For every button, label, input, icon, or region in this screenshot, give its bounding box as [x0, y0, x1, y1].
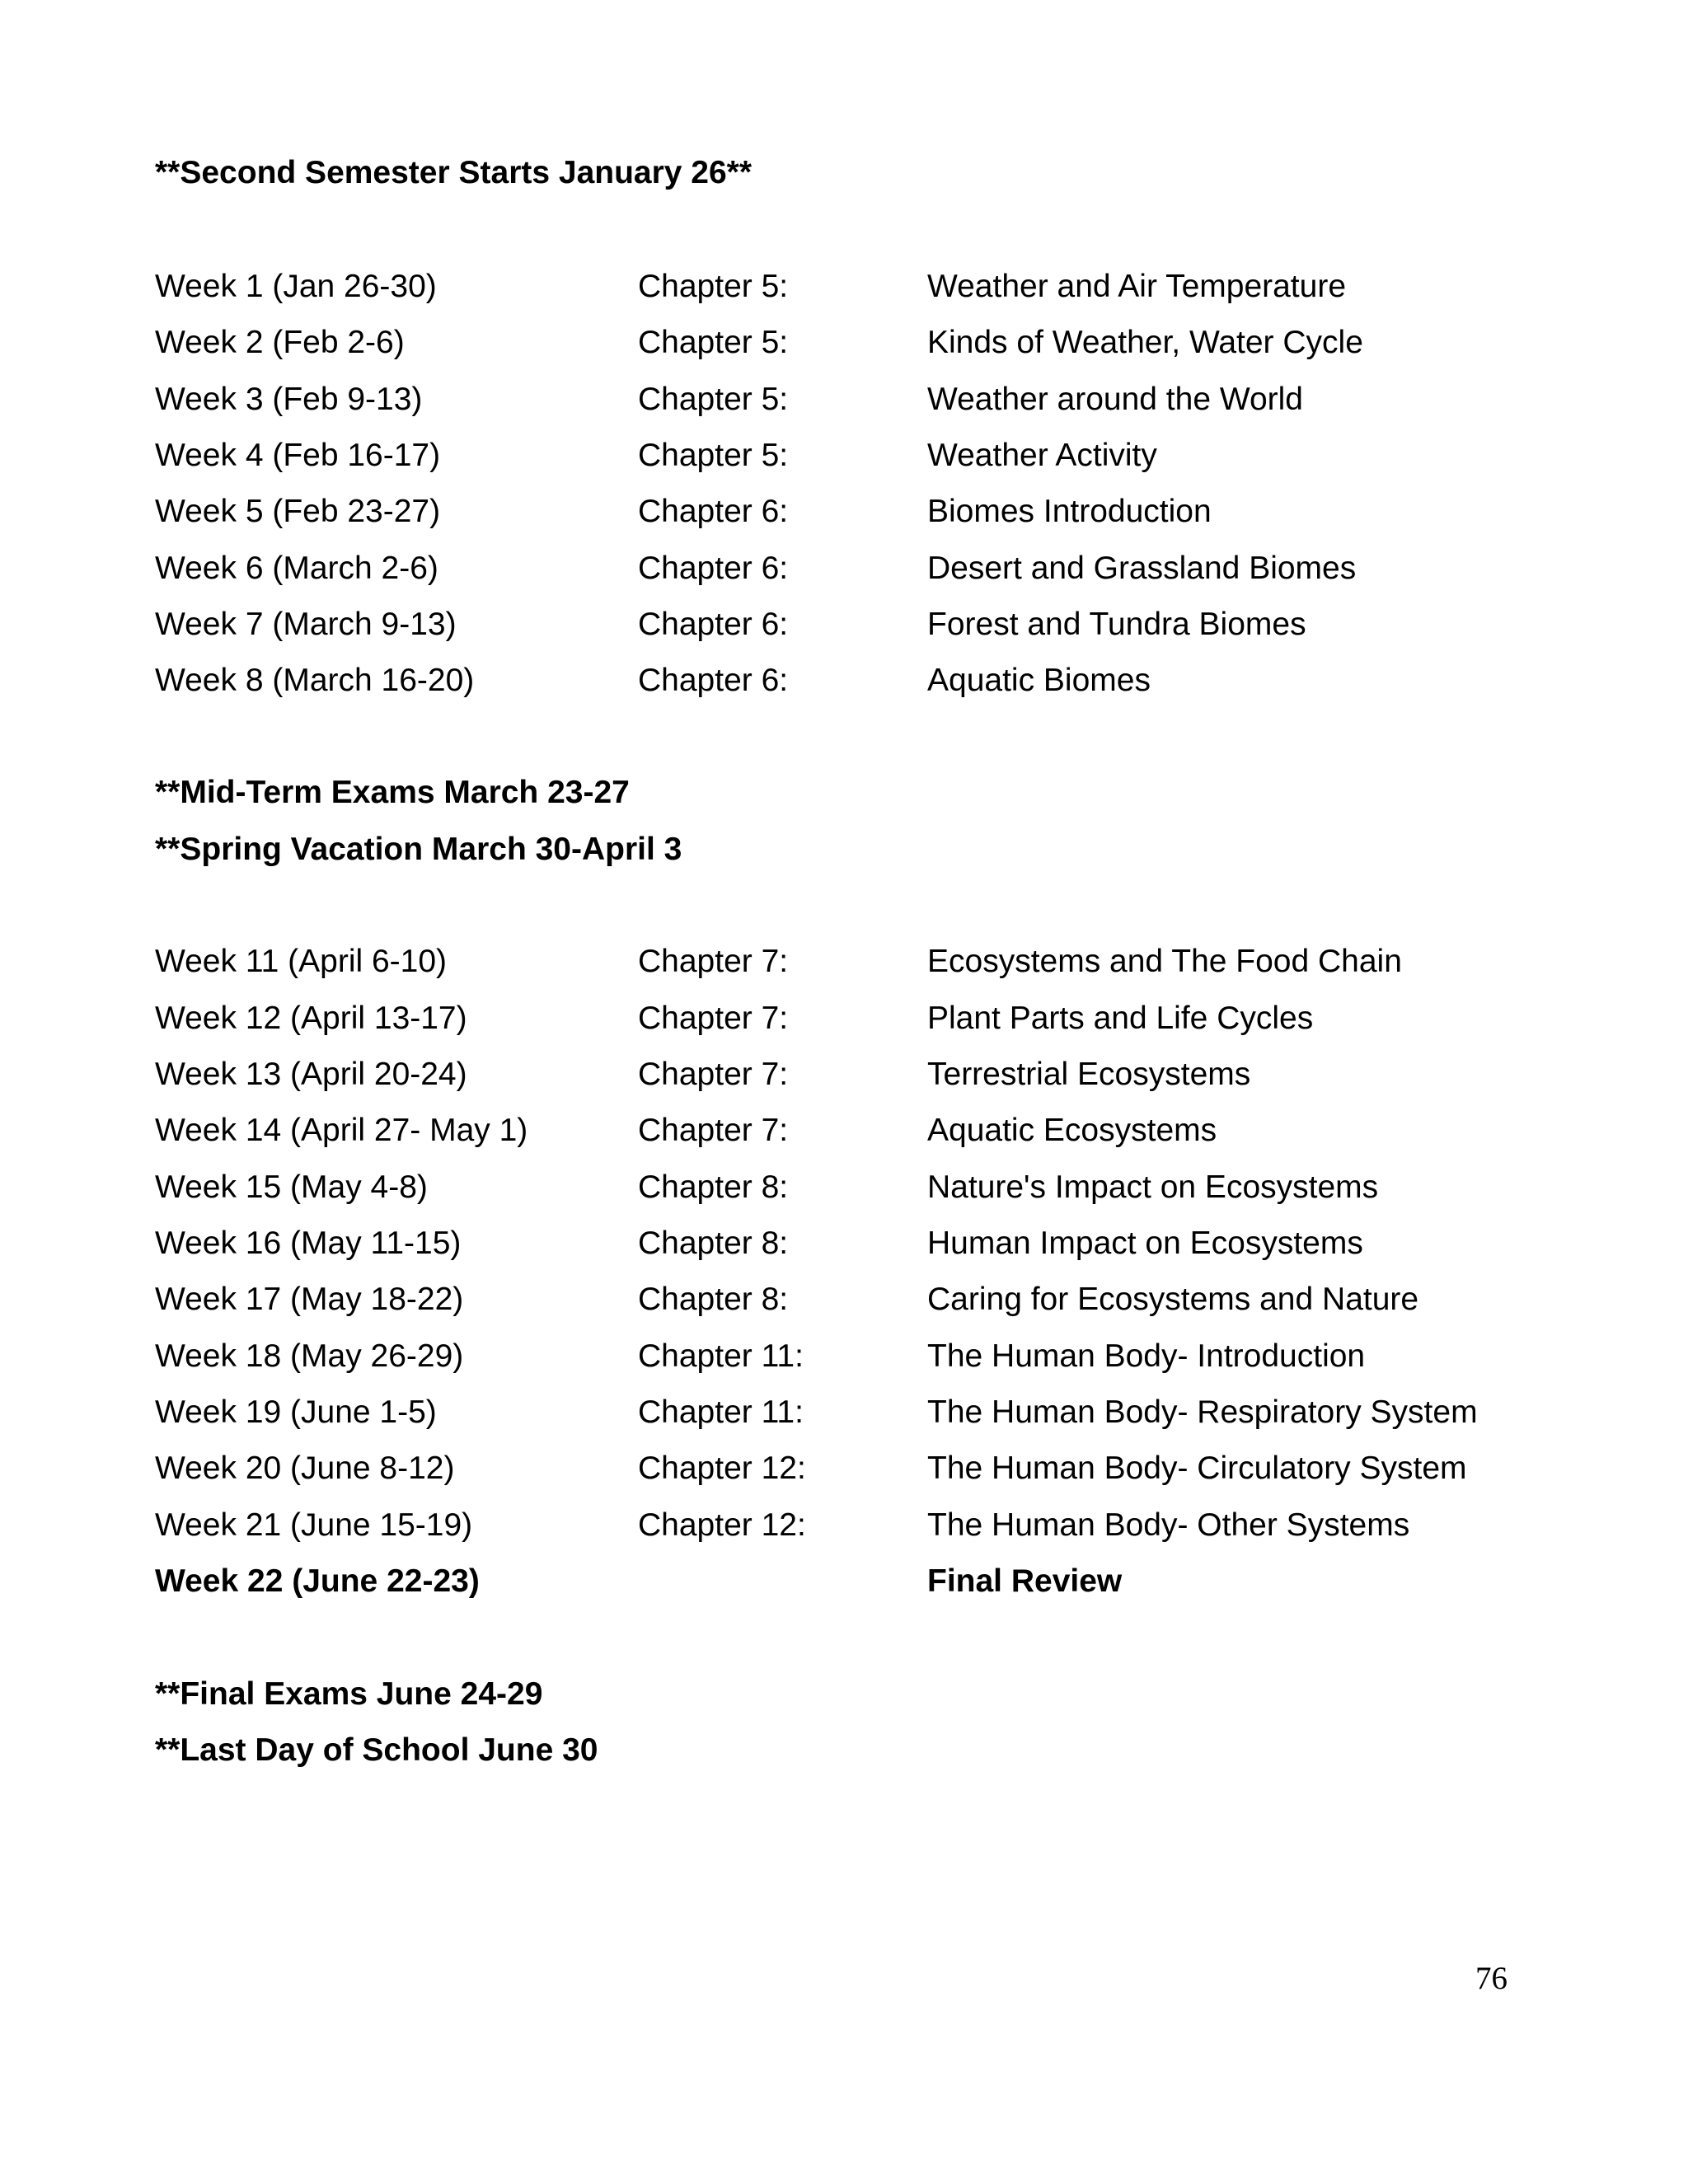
chapter-label: Chapter 11:: [638, 1394, 804, 1430]
week-label: Week 22 (June 22-23): [155, 1563, 480, 1599]
topic-label: Aquatic Ecosystems: [927, 1113, 1217, 1148]
week-label: Week 11 (April 6-10): [155, 944, 448, 979]
last-day-heading: **Last Day of School June 30: [155, 1732, 598, 1768]
topic-label: Final Review: [927, 1563, 1123, 1599]
week-label: Week 6 (March 2-6): [155, 551, 438, 586]
topic-label: Weather Activity: [927, 438, 1157, 473]
page-number: 76: [1475, 1961, 1507, 1996]
week-label: Week 1 (Jan 26-30): [155, 269, 437, 304]
topic-label: Plant Parts and Life Cycles: [927, 1001, 1314, 1036]
week-label: Week 5 (Feb 23-27): [155, 494, 441, 529]
schedule-row: [155, 324, 1556, 362]
chapter-label: Chapter 11:: [638, 1338, 804, 1374]
final-review-row: [155, 1563, 1556, 1601]
chapter-label: Chapter 5:: [638, 382, 789, 417]
chapter-label: Chapter 7:: [638, 944, 789, 979]
topic-label: Nature's Impact on Ecosystems: [927, 1169, 1379, 1205]
schedule-row: [155, 1450, 1556, 1488]
week-label: Week 12 (April 13-17): [155, 1001, 467, 1036]
topic-label: Biomes Introduction: [927, 494, 1212, 529]
chapter-label: Chapter 12:: [638, 1507, 806, 1543]
topic-label: Weather around the World: [927, 382, 1303, 417]
schedule-row: [155, 1338, 1556, 1376]
schedule-row: [155, 1225, 1556, 1263]
topic-label: Human Impact on Ecosystems: [927, 1226, 1363, 1261]
chapter-label: Chapter 8:: [638, 1282, 789, 1317]
schedule-row: [155, 268, 1556, 306]
schedule-row: [155, 493, 1556, 531]
week-label: Week 3 (Feb 9-13): [155, 382, 423, 417]
spring-vacation-heading: **Spring Vacation March 30-April 3: [155, 832, 682, 867]
topic-label: Ecosystems and The Food Chain: [927, 944, 1402, 979]
topic-label: Kinds of Weather, Water Cycle: [927, 325, 1363, 360]
week-label: Week 7 (March 9-13): [155, 607, 457, 642]
chapter-label: Chapter 8:: [638, 1169, 789, 1205]
final-exams-heading: **Final Exams June 24-29: [155, 1676, 543, 1712]
schedule-row: [155, 1169, 1556, 1207]
chapter-label: Chapter 8:: [638, 1226, 789, 1261]
week-label: Week 14 (April 27- May 1): [155, 1113, 528, 1148]
topic-label: Aquatic Biomes: [927, 663, 1151, 698]
week-label: Week 15 (May 4-8): [155, 1169, 428, 1205]
chapter-label: Chapter 7:: [638, 1001, 789, 1036]
semester-start-heading: **Second Semester Starts January 26**: [155, 155, 753, 190]
chapter-label: Chapter 5:: [638, 325, 789, 360]
week-label: Week 4 (Feb 16-17): [155, 438, 441, 473]
schedule-row: [155, 1507, 1556, 1544]
schedule-row: [155, 1056, 1556, 1094]
topic-label: Terrestrial Ecosystems: [927, 1057, 1251, 1092]
chapter-label: Chapter 6:: [638, 494, 789, 529]
chapter-label: Chapter 6:: [638, 663, 789, 698]
schedule-row: [155, 662, 1556, 700]
chapter-label: Chapter 7:: [638, 1113, 789, 1148]
week-label: Week 13 (April 20-24): [155, 1057, 467, 1092]
chapter-label: Chapter 5:: [638, 438, 789, 473]
midterm-heading: **Mid-Term Exams March 23-27: [155, 775, 630, 810]
schedule-row: [155, 1112, 1556, 1150]
week-label: Week 8 (March 16-20): [155, 663, 475, 698]
week-label: Week 16 (May 11-15): [155, 1226, 462, 1261]
topic-label: Caring for Ecosystems and Nature: [927, 1282, 1419, 1317]
schedule-row: [155, 1281, 1556, 1319]
week-label: Week 17 (May 18-22): [155, 1282, 464, 1317]
topic-label: Weather and Air Temperature: [927, 269, 1347, 304]
schedule-row: [155, 606, 1556, 644]
schedule-row: [155, 550, 1556, 588]
schedule-row: [155, 381, 1556, 419]
topic-label: The Human Body- Circulatory System: [927, 1451, 1467, 1486]
schedule-row: [155, 437, 1556, 475]
schedule-row: [155, 1394, 1556, 1432]
week-label: Week 20 (June 8-12): [155, 1451, 455, 1486]
chapter-label: Chapter 6:: [638, 607, 789, 642]
week-label: Week 2 (Feb 2-6): [155, 325, 405, 360]
topic-label: The Human Body- Introduction: [927, 1338, 1366, 1374]
chapter-label: Chapter 7:: [638, 1057, 789, 1092]
chapter-label: Chapter 12:: [638, 1451, 806, 1486]
schedule-row: [155, 1000, 1556, 1038]
schedule-row: [155, 943, 1556, 981]
topic-label: The Human Body- Other Systems: [927, 1507, 1410, 1543]
topic-label: Desert and Grassland Biomes: [927, 551, 1357, 586]
week-label: Week 19 (June 1-5): [155, 1394, 437, 1430]
week-label: Week 21 (June 15-19): [155, 1507, 473, 1543]
topic-label: The Human Body- Respiratory System: [927, 1394, 1478, 1430]
week-label: Week 18 (May 26-29): [155, 1338, 464, 1374]
chapter-label: Chapter 6:: [638, 551, 789, 586]
topic-label: Forest and Tundra Biomes: [927, 607, 1306, 642]
chapter-label: Chapter 5:: [638, 269, 789, 304]
